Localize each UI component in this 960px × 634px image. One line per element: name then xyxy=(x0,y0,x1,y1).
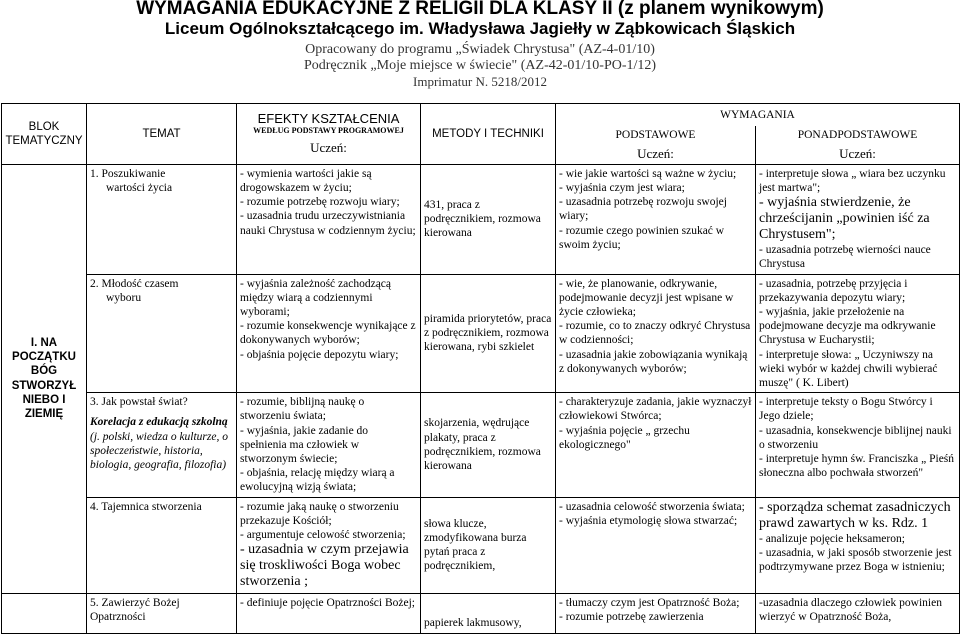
efekty-cell: - wymienia wartości jakie są drogowskazem w życiu; - rozumie potrzebę rozwoju wiary; - uzasadnia trudu urzeczywistniania nauki Chrystusa w codziennym życiu; xyxy=(237,164,421,274)
ponad-cell: - sporządza schemat zasadniczych prawd zawartych w ks. Rdz. 1 - analizuje pojęcie heksameron; - uzasadnia, w jaki sposób stworzenie jest podtrzymywane przez Boga w istnieniu; xyxy=(756,497,960,593)
efekty-cell: - rozumie, biblijną naukę o stworzeniu świata; - wyjaśnia, jakie zadanie do spełnienia ma człowiek w stworzonym świecie; - objaśnia, relację między wiarą a ewolucyjną wizją świata; xyxy=(237,393,421,497)
ponad-cell: - interpretuje teksty o Bogu Stwórcy i Jego dziele; - uzasadnia, konsekwencje biblijnej nauki o stworzeniu - interpretuje hymn św. Franciszka „ Pieśń słoneczna albo pochwała stworzeń" xyxy=(756,393,960,497)
header-blok: BLOK TEMATYCZNY xyxy=(2,104,87,165)
ponad-cell: -uzasadnia dlaczego człowiek powinien wierzyć w Opatrzność Boża, xyxy=(756,593,960,633)
efekty-cell: - definiuje pojęcie Opatrzności Bożej; xyxy=(237,593,421,633)
header-temat: TEMAT xyxy=(87,104,237,165)
table-row xyxy=(2,497,960,593)
ponad-cell: - uzasadnia, potrzebę przyjęcia i przekazywania depozytu wiary; - wyjaśnia, jakie przełożenie na podejmowane decyzje ma odkrywanie Chrystusa w Eucharystii; - interpretuje słowa: „ Uczyniwszy na wieki wybór w każdej chwili wybierać muszę" ( K. Libert) xyxy=(756,274,960,393)
school-name: Liceum Ogólnokształcącego im. Władysława Jagiełły w Ząbkowicach Śląskich xyxy=(164,19,796,38)
requirements-table xyxy=(1,103,960,634)
metody-cell: słowa klucze, zmodyfikowana burza pytań praca z podręcznikiem, xyxy=(421,497,556,593)
temat-cell: 4. Tajemnica stworzenia xyxy=(87,497,237,593)
blok-tematyczny: I. NA POCZĄTKU BÓG STWORZYŁ NIEBO I ZIEMIĘ xyxy=(2,164,87,593)
table-row xyxy=(2,164,960,274)
efekty-cell: - wyjaśnia zależność zachodzącą między wiarą a codziennymi wyborami; - rozumie konsekwencje wynikające z dokonywanych wyborów; - objaśnia pojęcie depozytu wiary; xyxy=(237,274,421,393)
efekty-cell: - rozumie jaką naukę o stworzeniu przekazuje Kościół; - argumentuje celowość stworzenia; - uzasadnia w czym przejawia się troskliwości Boga wobec stworzenia ; xyxy=(237,497,421,593)
podstawowe-cell: - charakteryzuje zadania, jakie wyznaczył człowiekowi Stwórca; - wyjaśnia pojęcie „ grzechu ekologicznego" xyxy=(556,393,756,497)
table-row xyxy=(2,274,960,393)
temat-cell: 2. Młodość czasem wyboru xyxy=(87,274,237,393)
table-row xyxy=(2,393,960,497)
ponad-cell: - interpretuje słowa „ wiara bez uczynku jest martwa"; - wyjaśnia stwierdzenie, że chrześcijanin „powinien iść za Chrystusem"; - uzasadnia potrzebę wierności nauce Chrystusa xyxy=(756,164,960,274)
metody-cell: papierek lakmusowy, xyxy=(421,593,556,633)
podstawowe-cell: - wie, że planowanie, odkrywanie, podejmowanie decyzji jest wpisane w życie człowieka; - rozumie, co to znaczy odkryć Chrystusa w codzienności; - uzasadnia jakie zobowiązania wynikają z dokonywanych wyborów; xyxy=(556,274,756,393)
metody-cell: skojarzenia, wędrujące plakaty, praca z podręcznikiem, rozmowa kierowana xyxy=(421,393,556,497)
header-podstawowe: PODSTAWOWE Uczeń: xyxy=(556,126,756,165)
textbook-line: Podręcznik „Moje miejsce w świecie" (AZ-42-01/10-PO-1/12) xyxy=(303,58,657,73)
header-wymagania: WYMAGANIA xyxy=(556,104,960,126)
blok-empty-cell xyxy=(2,593,87,633)
table-row xyxy=(2,593,960,633)
temat-cell: 5. Zawierzyć Bożej Opatrzności xyxy=(87,593,237,633)
metody-cell: piramida priorytetów, praca z podręcznikiem, rozmowa kierowana, rybi szkielet xyxy=(421,274,556,393)
program-line: Opracowany do programu „Świadek Chrystusa" (AZ-4-01/10) xyxy=(305,42,655,57)
header-ponadpodstawowe: PONADPODSTAWOWE Uczeń: xyxy=(756,126,960,165)
imprimatur-line: Imprimatur N. 5218/2012 xyxy=(413,74,547,89)
podstawowe-cell: - wie jakie wartości są ważne w życiu; - wyjaśnia czym jest wiara; - uzasadnia potrzebę rozwoju swojej wiary; - rozumie czego powinien szukać w swoim życiu; xyxy=(556,164,756,274)
metody-cell: 431, praca z podręcznikiem, rozmowa kierowana xyxy=(421,164,556,274)
document-title: WYMAGANIA EDUKACYJNE Z RELIGII DLA KLASY II (z planem wynikowym) xyxy=(136,0,824,19)
podstawowe-cell: - tłumaczy czym jest Opatrzność Boża; - rozumie potrzebę zawierzenia xyxy=(556,593,756,633)
temat-cell: 3. Jak powstał świat? Korelacja z edukacją szkolną (j. polski, wiedza o kulturze, o społeczeństwie, historia, biologia, geografia, filozofia) xyxy=(87,393,237,497)
temat-cell: 1. Poszukiwanie wartości życia xyxy=(87,164,237,274)
header-metody: METODY I TECHNIKI xyxy=(421,104,556,165)
podstawowe-cell: - uzasadnia celowość stworzenia świata; - wyjaśnia etymologię słowa stwarzać; xyxy=(556,497,756,593)
header-efekty: EFEKTY KSZTAŁCENIA WEDŁUG PODSTAWY PROGRAMOWEJ Uczeń: xyxy=(237,104,421,165)
